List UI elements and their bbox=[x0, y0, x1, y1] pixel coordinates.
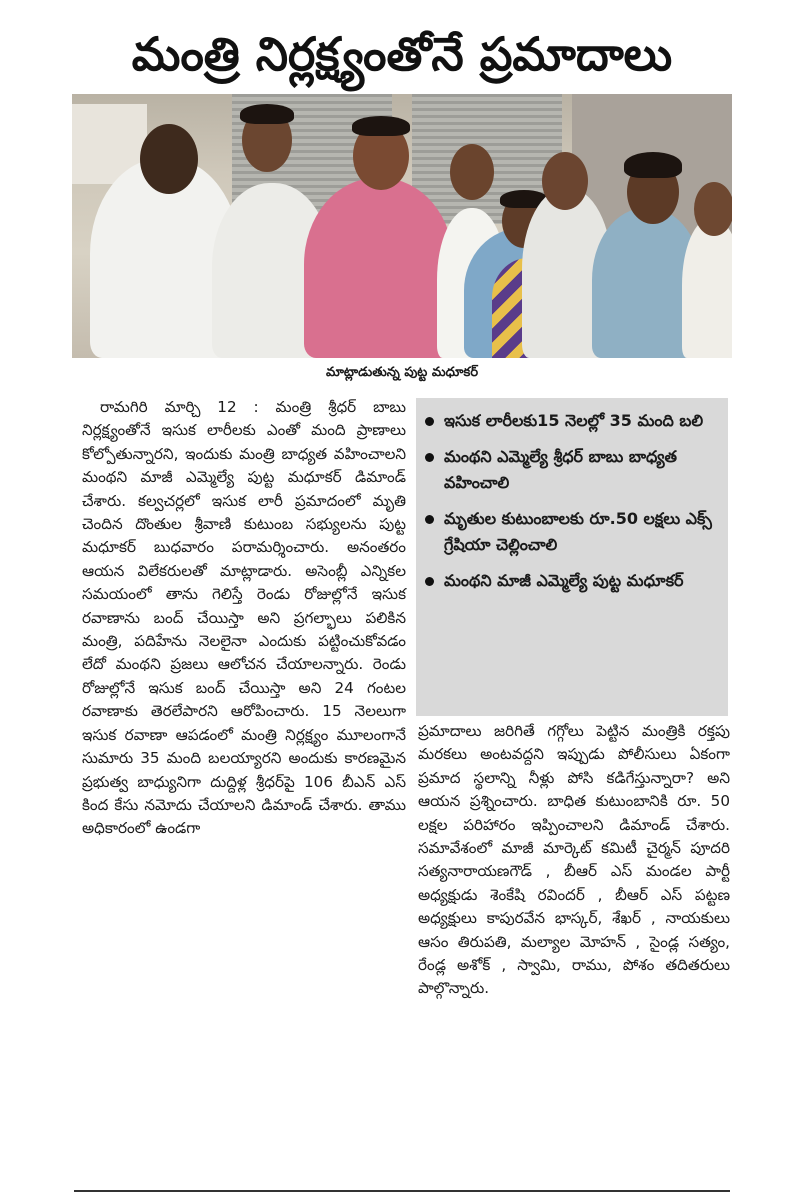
highlight-item: మంథని ఎమ్మెల్యే శ్రీధర్ బాబు బాధ్యత వహించాలి bbox=[416, 444, 722, 496]
news-clipping bbox=[70, 14, 734, 1190]
person-hair bbox=[352, 116, 410, 136]
highlight-item: ఇసుక లారీలకు15 నెలల్లో 35 మంది బలి bbox=[416, 408, 722, 434]
person-head bbox=[450, 144, 494, 200]
bottom-rule bbox=[74, 1190, 730, 1192]
highlight-item: మంథని మాజీ ఎమ్మెల్యే పుట్ట మధూకర్ bbox=[416, 568, 722, 594]
person-white-shirt bbox=[682, 218, 732, 358]
person-hair bbox=[240, 104, 294, 124]
headline: మంత్రి నిర్లక్ష్యంతోనే ప్రమాదాలు bbox=[131, 27, 673, 81]
article-body-left bbox=[82, 396, 406, 1186]
person-head bbox=[542, 152, 588, 210]
photo-caption: మాట్లాడుతున్న పుట్ట మధూకర్ bbox=[325, 365, 479, 380]
article-body-right bbox=[418, 720, 730, 1190]
body-paragraph: ప్రమాదాలు జరిగితే గగ్గోలు పెట్టిన మంత్రికి రక్తపు మరకలు అంటవద్దని ఇప్పుడు పోలీసులు ఏకంగా ప్రమాద స్థలాన్ని నీళ్లు పోసి కడిగేస్తున్నారా? అని ఆయన ప్రశ్నించారు. బాధిత కుటుంబానికి రూ. 50 లక్షల పరిహారం ఇప్పించాలని డిమాండ్ చేశారు. సమావేశంలో మాజీ మార్కెట్ కమిటీ చైర్మన్ పూదరి సత్యనారాయణగౌడ్ , బీఆర్ ఎస్ మండల పార్టీ అధ్యక్షుడు శెంకేషి రవిందర్ , బీఆర్ ఎస్ పట్టణ అధ్యక్షులు కాపురవేన భాస్కర్, శేఖర్ , నాయకులు ఆసం తిరుపతి, మల్యాల మోహన్ , సైండ్ల సత్యం, రేండ్ల అశోక్ , స్వామి, రాము, పోశం తదితరులు పాల్గొన్నారు. bbox=[418, 722, 730, 998]
news-photo bbox=[72, 94, 732, 358]
person-head bbox=[140, 124, 198, 194]
person-hair bbox=[624, 152, 682, 178]
body-paragraph: రామగిరి మార్చి 12 : మంత్రి శ్రీధర్ బాబు నిర్లక్ష్యంతోనే ఇసుక లారీలకు ఎంతో మంది ప్రాణాలు కోల్పోతున్నారని, ఇందుకు మంత్రి బాధ్యత వహించాలని మంథని మాజీ ఎమ్మెల్యే పుట్ట మధూకర్ డిమాండ్ చేశారు. కల్వచర్లలో ఇసుక లారీ ప్రమాదంలో మృతి చెందిన దొంతుల శ్రీవాణి కుటుంబ సభ్యులను పుట్ట మధూకర్ బుధవారం పరామర్శించారు. అనంతరం ఆయన విలేకరులతో మాట్లాడారు. అసెంబ్లీ ఎన్నికల సమయంలో తాను గెలిస్తే రెండు రోజుల్లోనే ఇసుక రవాణాను బంద్ చేయిస్తా అని ప్రగల్భాలు పలికిన మంత్రి, పదిహేను నెలలైనా ఎందుకు పట్టించుకోవడం లేదో మంథని ప్రజలు ఆలోచన చేయాలన్నారు. రెండు రోజుల్లోనే ఇసుక బంద్ చేయిస్తా అని 24 గంటల రవాణాకు తెరలేపారని ఆరోపించారు. 15 నెలలుగా ఇసుక రవాణా ఆపడంలో మంత్రి నిర్లక్ష్యం మూలంగానే సుమారు 35 మంది బలయ్యారని అందుకు కారణమైన ప్రభుత్వ బాధ్యునిగా దుద్దిళ్ల శ్రీధర్‌పై 106 బీఎన్ ఎస్ కింద కేసు నమోదు చేయాలని డిమాండ్ చేశారు. తాము అధికారంలో ఉండగా bbox=[82, 398, 406, 838]
person-pink-shirt bbox=[304, 178, 454, 358]
highlight-box bbox=[416, 398, 728, 716]
highlight-item: మృతుల కుటుంబాలకు రూ.50 లక్షలు ఎక్స్ గ్రేషియా చెల్లించాలి bbox=[416, 506, 722, 558]
person-head bbox=[694, 182, 732, 236]
